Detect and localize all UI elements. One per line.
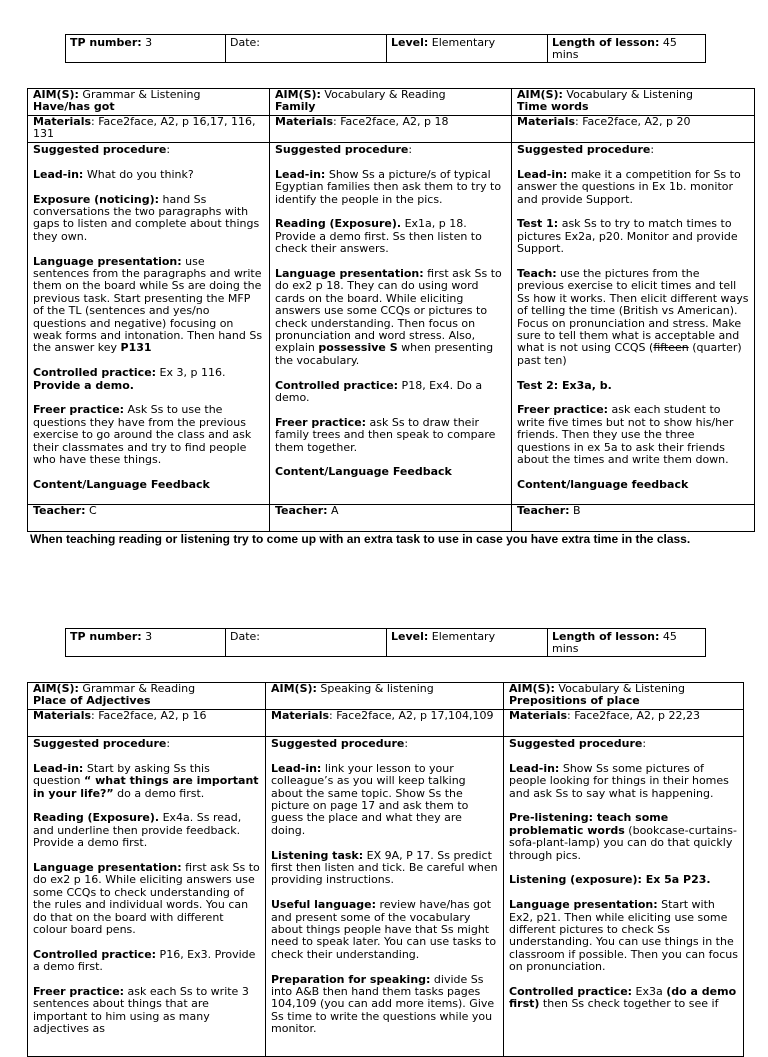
leadin-text: Show Ss some pictures of people looking for things in their homes and ask Ss to say what is happening.	[509, 761, 729, 800]
teacher-label: Teacher:	[275, 504, 328, 517]
freer-label: Freer practice:	[517, 403, 609, 417]
aim-value: Vocabulary & Reading	[320, 88, 446, 101]
level-value: Elementary	[428, 630, 496, 643]
freer-label: Freer practice:	[33, 403, 125, 417]
teacher-value: A	[327, 504, 339, 517]
listening-task-text: EX 9A, P 17. Ss predict first then listen and tick. Be careful when providing instructions.	[271, 848, 498, 887]
leadin-label: Lead-in:	[517, 167, 568, 181]
materials-cell	[512, 116, 755, 143]
procedure-colon: :	[404, 737, 409, 750]
aim-label: AIM(S):	[509, 682, 555, 695]
aim-cell	[270, 89, 512, 116]
tp-number-value: 3	[141, 630, 153, 643]
procedure-cell	[28, 737, 266, 1057]
aim-cell	[266, 683, 504, 710]
date-label: Date:	[230, 630, 260, 643]
controlled-text: Ex3a	[632, 985, 667, 999]
presentation-bold: P131	[120, 341, 152, 355]
presentation-text-end: when presenting the vocabulary.	[275, 341, 494, 367]
procedure-label: Suggested procedure	[33, 143, 167, 156]
pre-listening-text: (bookcase-curtains-sofa-plant-lamp) you can do that quickly through pics.	[509, 823, 737, 862]
aim-label: AIM(S):	[275, 88, 321, 101]
aim-label: AIM(S):	[271, 682, 317, 695]
materials-label: Materials	[33, 709, 92, 722]
reading-text: Ex4a. Ss read, and underline then provide feedback. Provide a demo first.	[33, 811, 242, 850]
procedure-colon: :	[166, 737, 171, 750]
presentation-label: Language presentation:	[509, 898, 658, 912]
leadin-label: Lead-in:	[33, 167, 84, 181]
feedback-label: Content/language feedback	[517, 477, 689, 491]
date-label: Date:	[230, 36, 260, 49]
procedure-colon: :	[650, 143, 655, 156]
presentation-text: first ask Ss to do ex2 p 16. While eliciting answers use some CCQs to check understanding of the rules and individual words. You can do that on the board with different colour board pens.	[33, 861, 260, 937]
level-cell	[387, 629, 548, 657]
leadin-label: Lead-in:	[271, 761, 322, 775]
reading-label: Reading (Exposure).	[275, 217, 402, 231]
teacher-cell	[270, 505, 512, 532]
tp-number-cell	[66, 629, 226, 657]
aim-title: Have/has got	[33, 100, 115, 114]
materials-label: Materials	[275, 115, 334, 128]
tp-number-cell	[66, 35, 226, 63]
materials-cell	[28, 710, 266, 737]
procedure-label: Suggested procedure	[509, 737, 643, 750]
materials-label: Materials	[509, 709, 568, 722]
procedure-colon: :	[408, 143, 413, 156]
procedure-colon: :	[166, 143, 171, 156]
controlled-text: P16, Ex3. Provide a demo first.	[33, 947, 256, 974]
reading-text: Ex1a, p 18. Provide a demo first. Ss then listen to check their answers.	[275, 217, 482, 256]
leadin-text: link your lesson to your colleague’s as you will keep talking about the same topic. Show Ss the picture on page 17 and ask them to guess the place and what they are doing.	[271, 761, 469, 837]
teach-label: Teach:	[517, 267, 557, 281]
pre-listening-label: Pre-listening: teach some problematic words	[509, 811, 669, 837]
aim-title: Place of Adjectives	[33, 694, 151, 708]
presentation-label: Language presentation:	[275, 267, 424, 281]
teach-struck-word: fifteen	[653, 341, 689, 355]
teacher-label: Teacher:	[517, 504, 570, 517]
controlled-text: Ex 3, p 116.	[156, 366, 226, 380]
plan2-lesson-table	[27, 682, 744, 1057]
materials-value: : Face2face, A2, p 16	[91, 709, 207, 722]
presentation-bold: possessive S	[318, 341, 398, 355]
procedure-cell	[504, 737, 744, 1057]
materials-cell	[270, 116, 512, 143]
date-cell	[226, 629, 387, 657]
leadin-text: make it a competition for Ss to answer the questions in Ex 1b. monitor and provide Support.	[517, 167, 741, 206]
leadin-label: Lead-in:	[509, 761, 560, 775]
teacher-cell	[512, 505, 755, 532]
test2-label: Test 2: Ex3a, b.	[517, 378, 612, 392]
level-cell	[387, 35, 548, 63]
teacher-value: C	[85, 504, 97, 517]
aim-cell	[28, 683, 266, 710]
leadin-label: Lead-in:	[275, 167, 326, 181]
materials-value: : Face2face, A2, p 18	[333, 115, 449, 128]
useful-language-label: Useful language:	[271, 898, 377, 912]
test1-text: ask Ss to try to match times to pictures Ex2a, p20. Monitor and provide Support.	[517, 217, 738, 256]
materials-cell	[28, 116, 270, 143]
reading-label: Reading (Exposure).	[33, 811, 160, 825]
aim-label: AIM(S):	[33, 88, 79, 101]
teach-text-end: (quarter) past ten)	[517, 341, 742, 367]
freer-text: ask each Ss to write 3 sentences about things that are important to him using as many adjectives as	[33, 985, 249, 1036]
aim-value: Vocabulary & Listening	[554, 682, 685, 695]
controlled-label: Controlled practice:	[509, 985, 633, 999]
aim-value: Speaking & listening	[316, 682, 434, 695]
length-cell	[548, 629, 706, 657]
procedure-colon: :	[642, 737, 647, 750]
freer-text: ask each student to write five times but not to show his/her friends. Then they use the three questions in ex 5a to ask their friends about the times and write them down.	[517, 403, 734, 467]
materials-value: : Face2face, A2, p 17,104,109	[329, 709, 494, 722]
materials-value: : Face2face, A2, p 16,17, 116, 131	[33, 115, 256, 141]
aim-label: AIM(S):	[517, 88, 563, 101]
level-label: Level:	[391, 36, 429, 49]
teacher-cell	[28, 505, 270, 532]
leadin-text: What do you think?	[83, 167, 194, 181]
tp-number-label: TP number:	[70, 630, 142, 643]
controlled-label: Controlled practice:	[33, 366, 157, 380]
length-cell	[548, 35, 706, 63]
tp-number-value: 3	[141, 36, 153, 49]
controlled-text: P18, Ex4. Do a demo.	[275, 378, 483, 405]
freer-text: Ask Ss to use the questions they have from the previous exercise to go around the class and ask their classmates and try to find people who have these things.	[33, 403, 252, 467]
procedure-cell	[266, 737, 504, 1057]
listening-exposure-label: Listening (exposure): Ex 5a P23.	[509, 873, 711, 887]
procedure-cell	[512, 143, 755, 505]
presentation-label: Language presentation:	[33, 861, 182, 875]
materials-label: Materials	[517, 115, 576, 128]
plan1-header-table	[65, 34, 706, 63]
controlled-demo: (do a demo first)	[509, 985, 737, 1011]
useful-language-text: review have/has got and present some of the vocabulary about things people have that Ss might need to speak later. You can use tasks to check their understanding.	[271, 898, 497, 961]
level-value: Elementary	[428, 36, 496, 49]
aim-label: AIM(S):	[33, 682, 79, 695]
presentation-text: Start with Ex2, p21. Then while eliciting use some different pictures to check Ss understanding. You can use things in the classroom if possible. Then you can focus on pronunciation.	[509, 898, 738, 974]
length-label: Length of lesson:	[552, 630, 660, 643]
controlled-label: Controlled practice:	[275, 378, 399, 392]
teacher-label: Teacher:	[33, 504, 86, 517]
freer-label: Freer practice:	[275, 415, 367, 429]
aim-title: Prepositions of place	[509, 694, 640, 708]
leadin-text: Show Ss a picture/s of typical Egyptian families then ask them to try to identify the people in the pics.	[275, 167, 502, 206]
exposure-text: hand Ss conversations the two paragraphs with gaps to listen and complete about things they own.	[33, 192, 260, 243]
freer-label: Freer practice:	[33, 985, 125, 999]
leadin-text: Start by asking Ss this question	[33, 761, 210, 788]
test1-label: Test 1:	[517, 217, 559, 231]
freer-text: ask Ss to draw their family trees and then speak to compare them together.	[275, 415, 496, 454]
teacher-value: B	[569, 504, 581, 517]
speaking-prep-label: Preparation for speaking:	[271, 972, 431, 986]
materials-value: : Face2face, A2, p 22,23	[567, 709, 701, 722]
aim-title: Time words	[517, 100, 589, 114]
leadin-question: “ what things are important in your life?”	[33, 774, 259, 800]
extra-task-note: When teaching reading or listening try to come up with an extra task to use in case you have extra time in the class.	[30, 532, 691, 546]
aim-cell	[504, 683, 744, 710]
leadin-text-end: do a demo first.	[113, 786, 205, 800]
aim-cell	[512, 89, 755, 116]
procedure-cell	[28, 143, 270, 505]
controlled-text-end: then Ss check together to see if	[539, 997, 719, 1011]
length-value: 45 mins	[552, 36, 677, 62]
presentation-label: Language presentation:	[33, 254, 182, 268]
aim-value: Grammar & Listening	[78, 88, 201, 101]
plan2-header-table	[65, 628, 706, 657]
plan1-lesson-table	[27, 88, 755, 532]
procedure-label: Suggested procedure	[33, 737, 167, 750]
tp-number-label: TP number:	[70, 36, 142, 49]
materials-label: Materials	[33, 115, 92, 128]
aim-value: Vocabulary & Listening	[562, 88, 693, 101]
controlled-label: Controlled practice:	[33, 947, 157, 961]
teach-text: use the pictures from the previous exercise to elicit times and tell Ss how it works. Then elicit different ways of telling the time (British vs American). Focus on pronunciation and stress. Make sure to tell them what is acceptable and what is not using CCQS (	[517, 267, 749, 355]
procedure-label: Suggested procedure	[275, 143, 409, 156]
presentation-text: use sentences from the paragraphs and write them on the board while Ss are doing the previous task. Start presenting the MFP of the TL (sentences and yes/no questions and negative) focusing on weak forms and intonation. Then hand Ss the answer key	[33, 254, 263, 355]
aim-value: Grammar & Reading	[78, 682, 196, 695]
listening-task-label: Listening task:	[271, 848, 364, 862]
procedure-label: Suggested procedure	[271, 737, 405, 750]
controlled-demo: Provide a demo.	[33, 378, 134, 392]
materials-cell	[504, 710, 744, 737]
procedure-cell	[270, 143, 512, 505]
materials-label: Materials	[271, 709, 330, 722]
speaking-prep-text: divide Ss into A&B then hand them tasks pages 104,109 (you can add more items). Give Ss time to write the questions while you monitor.	[271, 972, 495, 1036]
date-cell	[226, 35, 387, 63]
length-label: Length of lesson:	[552, 36, 660, 49]
leadin-label: Lead-in:	[33, 761, 84, 775]
materials-value: : Face2face, A2, p 20	[575, 115, 691, 128]
feedback-label: Content/Language Feedback	[275, 465, 452, 479]
aim-cell	[28, 89, 270, 116]
feedback-label: Content/Language Feedback	[33, 477, 210, 491]
presentation-text: first ask Ss to do ex2 p 18. They can do using word cards on the board. While eliciting answers use some CCQs or pictures to check understanding. Then focus on pronunciation and word stress. Also, explain	[275, 267, 502, 355]
procedure-label: Suggested procedure	[517, 143, 651, 156]
level-label: Level:	[391, 630, 429, 643]
length-value: 45 mins	[552, 630, 677, 656]
aim-title: Family	[275, 100, 316, 114]
exposure-label: Exposure (noticing):	[33, 192, 160, 206]
materials-cell	[266, 710, 504, 737]
